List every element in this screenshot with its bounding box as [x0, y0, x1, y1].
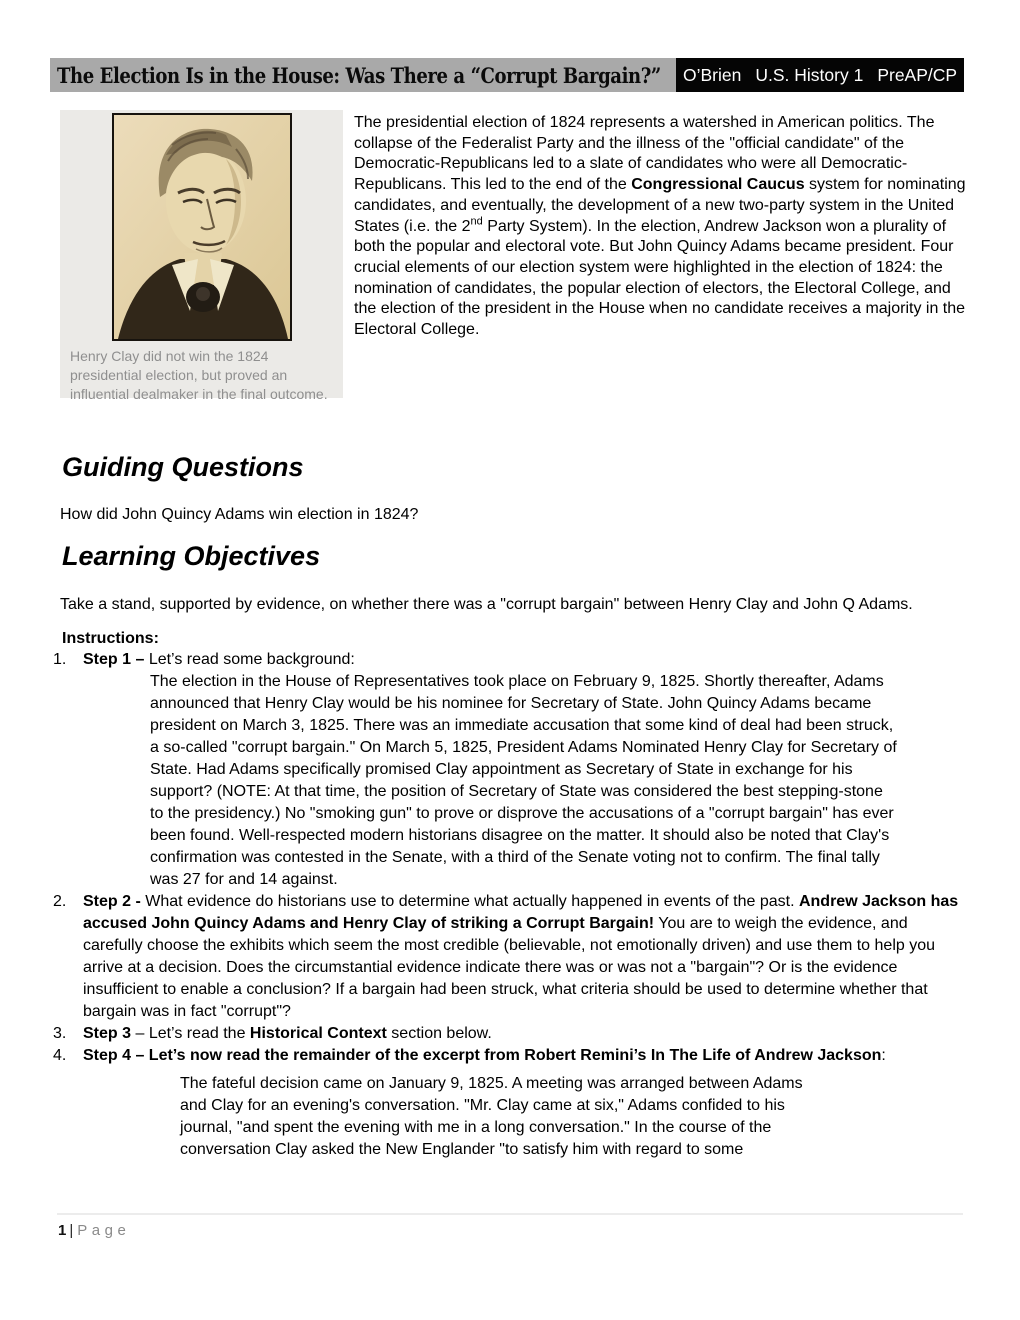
learning-objectives-heading: Learning Objectives — [62, 541, 321, 571]
intro-paragraph: The presidential election of 1824 represents a watershed in American politics. The collapse of the Federalist Party and the illness of the "official candidate" of the Democratic-Republicans led to a slate of candidates who were all Democratic-Republicans. This led to the end of the Congressional Caucus system for nominating candidates, and eventually, the development of a new two-party system in the United States (i.e. the 2nd Party System). In the election, Andrew Jackson won a plurality of both the popular and electoral vote. But John Quincy Adams became president. Four crucial elements of our election system were highlighted in the election of 1824: the nomination of candidates, the popular election of electors, the Electoral College, and the election of the president in the House when no candidate receives a majority in the Electoral College. — [354, 114, 966, 339]
instruction-step-4 — [50, 1045, 965, 1161]
step-number: 4. — [53, 1047, 67, 1064]
document-title-bar — [50, 58, 676, 92]
course-info-bar — [676, 58, 964, 92]
step-number: 3. — [53, 1025, 67, 1042]
step-text: Step 3 – Let’s read the Historical Context section below. — [83, 1025, 492, 1042]
portrait-illustration — [114, 115, 290, 339]
figure-box — [60, 110, 343, 402]
document-title: The Election Is in the House: Was There a “Corrupt Bargain?” — [57, 62, 661, 88]
course-name: U.S. History 1 — [755, 64, 864, 85]
step-body — [83, 891, 965, 1023]
instruction-step-2 — [50, 891, 965, 1023]
page-footer — [58, 1222, 130, 1239]
footer-divider — [57, 1213, 963, 1215]
header-banner — [50, 58, 962, 92]
step-text: Step 1 – Let’s read some background: — [83, 651, 355, 668]
learning-objectives-text: Take a stand, supported by evidence, on whether there was a "corrupt bargain" between Henry Clay and John Q Adams. — [60, 596, 913, 613]
instruction-step-3 — [50, 1023, 965, 1045]
step-body — [83, 649, 965, 891]
course-level: PreAP/CP — [877, 64, 958, 85]
step-text: Step 2 - What evidence do historians use to determine what actually happened in events of the past. Andrew Jackson has accused John Quincy Adams and Henry Clay of striking a Corrupt Bargain! You are to weigh the evidence, and carefully choose the exhibits which seem the most credible (believable, not emotionally driven) and use them to help you arrive at a decision. Does the circumstantial evidence indicate there was or was not a "bargain"? Or is the evidence insufficient to enable a conclusion? If a bargain had been struck, what criteria should be used to determine whether that bargain was in fact "corrupt"? — [83, 893, 959, 1020]
instruction-step-1 — [50, 649, 965, 891]
step-number: 2. — [53, 893, 67, 910]
step-number: 1. — [53, 651, 67, 668]
instructions-label: Instructions: — [62, 630, 159, 647]
step-body — [83, 1045, 965, 1161]
step-sub-paragraph: The election in the House of Representatives took place on February 9, 1825. Shortly thereafter, Adams announced that Henry Clay would be his nominee for Secretary of State. John Quincy Adams became president on March 3, 1825. There was an immediate accusation that some kind of deal had been struck, a so-called "corrupt bargain." On March 5, 1825, President Adams Nominated Henry Clay for Secretary of State. Had Adams specifically promised Clay appointment as Secretary of State in exchange for his support? (NOTE: At that time, the position of Secretary of State was considered the best stepping-stone to the presidency.) No "smoking gun" to prove or disprove the accusations of a "corrupt bargain" has ever been found. Well-respected modern historians disagree on the matter. It should also be noted that Clay's confirmation was contested in the Senate, with a third of the Senate voting not to confirm. The final tally was 27 for and 14 against. — [150, 673, 897, 888]
page-label: Page — [77, 1222, 131, 1239]
teacher-name: O’Brien — [683, 64, 742, 85]
step-text: Step 4 – Let’s now read the remainder of the excerpt from Robert Remini’s In The Life of Andrew Jackson: — [83, 1047, 886, 1064]
page-number: 1 — [58, 1222, 67, 1239]
main-content — [50, 452, 965, 1161]
step-body — [83, 1023, 965, 1045]
step-sub-paragraph: The fateful decision came on January 9, 1825. A meeting was arranged between Adams and Clay for an evening's conversation. "Mr. Clay came at six," Adams confided to his journal, "and spent the evening with me in a long conversation." In the course of the conversation Clay asked the New Englander "to satisfy him with regard to some — [180, 1075, 803, 1158]
footer-separator: | — [69, 1222, 74, 1239]
guiding-question-text: How did John Quincy Adams win election in 1824? — [60, 506, 419, 523]
figure-caption: Henry Clay did not win the 1824 presidential election, but proved an influential dealmaker in the final outcome. — [70, 348, 328, 402]
henry-clay-portrait — [112, 113, 292, 341]
guiding-questions-heading: Guiding Questions — [62, 452, 304, 482]
